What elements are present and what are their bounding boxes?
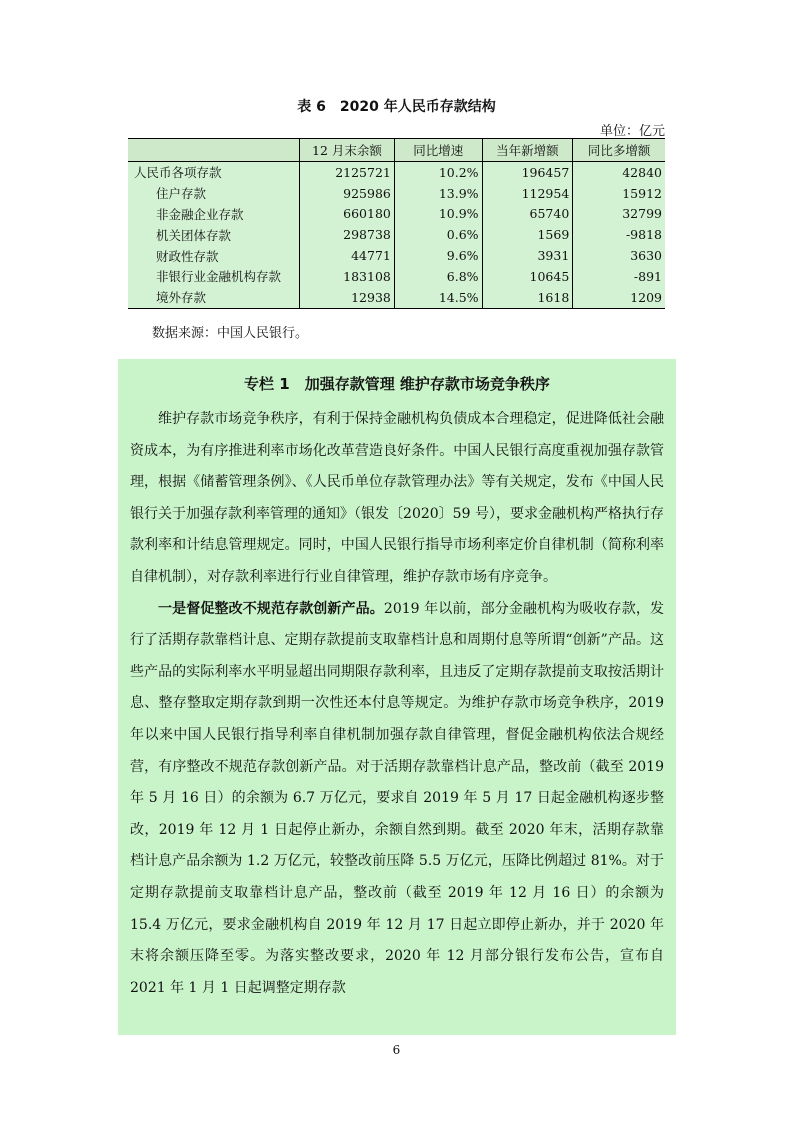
paragraph-body: 2019 年以前，部分金融机构为吸收存款，发行了活期存款靠档计息、定期存款提前支取靠档计息和周期付息等所谓“创新”产品。这些产品的实际利率水平明显超出同期限存款利率，且违反了定期存款提前支取按活期计息、整存整取定期存款到期一次性还本付息等规定。为维护存款市场竞争秩序，2019 年以来中国人民银行指导利率自律机制加强存款自律管理，督促金融机构依法合规经营，有序整改不规范存款创新产品。对于活期存款靠档计息产品，整改前（截至 2019 年 5 月 16 日）的余额为 6.7 万亿元，要求自 2019 年 5 月 17 日起金融机构逐步整改，2019 年 12 月 1 日起停止新办，余额自然到期。截至 2020 年末，活期存款靠档计息产品余额为 1.2 万亿元，较整改前压降 5.5 万亿元，压降比例超过 81%。对于定期存款提前支取靠档计息产品，整改前（截至 2019 年 12 月 16 日）的余额为 15.4 万亿元，要求金融机构自 2019 年 12 月 17 日起立即停止新办，并于 2020 年末将余额压降至零。为落实整改要求，2020 年 12 月部分银行发布公告，宣布自 2021 年 1 月 1 日起调整定期存款	[130, 600, 665, 996]
row-label: 境外存款	[128, 287, 300, 308]
cell-balance: 298738	[300, 224, 395, 245]
table-row	[128, 183, 665, 204]
cell-growth: 10.2%	[394, 162, 482, 183]
cell-growth: 0.6%	[394, 224, 482, 245]
table-title: 表 6 2020 年人民币存款结构	[297, 99, 496, 115]
cell-balance: 183108	[300, 266, 395, 287]
cell-more: 15912	[573, 183, 665, 204]
table-row	[128, 162, 665, 183]
row-label: 非金融企业存款	[128, 204, 300, 225]
cell-new: 65740	[482, 204, 573, 225]
cell-more: -891	[573, 266, 665, 287]
box-paragraph-1: 维护存款市场竞争秩序，有利于保持金融机构负债成本合理稳定，促进降低社会融资成本，为有序推进利率市场化改革营造良好条件。中国人民银行高度重视加强存款管理，根据《储蓄管理条例》、《人民币单位存款管理办法》等有关规定，发布《中国人民银行关于加强存款利率管理的通知》（银发〔2020〕59 号），要求金融机构严格执行存款利率和计结息管理规定。同时，中国人民银行指导市场利率定价自律机制（简称利率自律机制），对存款利率进行行业自律管理，维护存款市场有序竞争。	[130, 411, 664, 585]
cell-new: 1569	[482, 224, 573, 245]
table-row	[128, 204, 665, 225]
cell-more: -9818	[573, 224, 665, 245]
box-title: 专栏 1 加强存款管理 维护存款市场竞争秩序	[244, 375, 550, 393]
row-label: 人民币各项存款	[128, 162, 300, 183]
table-unit: 单位：亿元	[599, 124, 665, 139]
cell-balance: 2125721	[300, 162, 395, 183]
row-label: 住户存款	[128, 183, 300, 204]
deposit-structure-table	[128, 138, 665, 309]
cell-new: 196457	[482, 162, 573, 183]
paragraph-lead: 一是督促整改不规范存款创新产品。	[158, 600, 384, 617]
cell-new: 10645	[482, 266, 573, 287]
cell-new: 1618	[482, 287, 573, 308]
column-header-growth: 同比增速	[394, 139, 482, 162]
table-row	[128, 245, 665, 266]
column-header-more: 同比多增额	[573, 139, 665, 162]
row-label: 机关团体存款	[128, 224, 300, 245]
cell-balance: 12938	[300, 287, 395, 308]
data-source-note: 数据来源：中国人民银行。	[152, 326, 309, 341]
cell-growth: 9.6%	[394, 245, 482, 266]
cell-growth: 13.9%	[394, 183, 482, 204]
table-row	[128, 287, 665, 308]
cell-growth: 6.8%	[394, 266, 482, 287]
row-label: 财政性存款	[128, 245, 300, 266]
page-number: 6	[392, 1043, 401, 1057]
cell-balance: 925986	[300, 183, 395, 204]
cell-growth: 14.5%	[394, 287, 482, 308]
column-header-balance: 12 月末余额	[300, 139, 395, 162]
cell-new: 112954	[482, 183, 573, 204]
table-header-row	[128, 139, 665, 162]
cell-more: 1209	[573, 287, 665, 308]
cell-growth: 10.9%	[394, 204, 482, 225]
table-row	[128, 266, 665, 287]
table-row	[128, 224, 665, 245]
row-label: 非银行业金融机构存款	[128, 266, 300, 287]
column-header-label	[128, 139, 300, 162]
cell-balance: 44771	[300, 245, 395, 266]
column-box	[118, 359, 676, 1035]
cell-new: 3931	[482, 245, 573, 266]
cell-balance: 660180	[300, 204, 395, 225]
box-paragraph-2	[118, 594, 676, 1005]
cell-more: 3630	[573, 245, 665, 266]
column-header-new: 当年新增额	[482, 139, 573, 162]
cell-more: 32799	[573, 204, 665, 225]
cell-more: 42840	[573, 162, 665, 183]
